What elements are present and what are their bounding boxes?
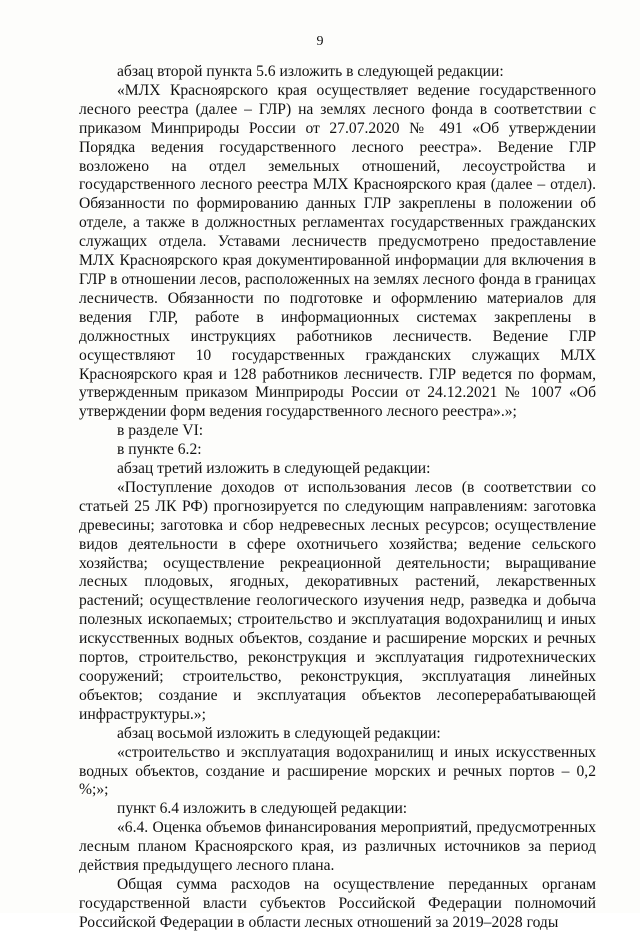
page-number: 9 [316,34,324,49]
paragraph-eighth-abzac-intro: абзац восьмой изложить в следующей редакции: [117,724,441,742]
paragraph-third-abzac-intro: абзац третий изложить в следующей редакции: [117,460,431,478]
paragraph-reservoirs-share: «строительство и эксплуатация водохранилищ и иных искусственных водных объектов, создание и расширение морских и речных портов – 0,2 %;»; [79,743,596,799]
paragraph-section-vi: в разделе VI: [117,422,204,440]
paragraph-revenue-forecast: «Поступление доходов от использования лесов (в соответствии со статьей 25 ЛК РФ) прогнозируется по следующим направлениям: заготовка древесины; заготовка и сбор недревесных лесных ресурсов; осуществление видов деятельности в сфере охотничьего хозяйства; ведение сельского хозяйства; осуществление рекреационной деятельности; выращивание лесных плодовых, ягодных, декоративных растений, лекарственных растений; осуществление геологического изучения недр, разведка и добыча полезных ископаемых; строительство и эксплуатация водохранилищ и иных искусственных водных объектов, создание и расширение морских и речных портов, строительство, реконструкция и эксплуатация гидротехнических сооружений; строительство, реконструкция, эксплуатация линейных объектов; создание и эксплуатация объектов лесоперерабатывающей инфраструктуры.»; [79,478,596,723]
paragraph-amendment-5-6-intro: абзац второй пункта 5.6 изложить в следующей редакции: [117,63,504,80]
paragraph-glr-description: «МЛХ Красноярского края осуществляет ведение государственного лесного реестра (далее – ГЛР) на землях лесного фонда в соответствии с приказом Минприроды России от 27.07.2020 № 491 «Об утверждении Порядка ведения государственного лесного реестра». Ведение ГЛР возложено на отдел земельных отношений, лесоустройства и государственного лесного реестра МЛХ Красноярского края (далее – отдел). Обязанности по формированию данных ГЛР закреплены в положении об отделе, а также в должностных регламентах государственных гражданских служащих отдела. Уставами лесничеств предусмотрено предоставление МЛХ Красноярского края документированной информации для включения в ГЛР в отношении лесов, расположенных на землях лесного фонда в границах лесничеств. Обязанности по подготовке и оформлению материалов для ведения ГЛР, работе в информационных системах закреплены в должностных инструкциях работников лесничеств. Ведение ГЛР осуществляют 10 государственных гражданских служащих МЛХ Красноярского края и 128 работников лесничеств. ГЛР ведется по формам, утвержденным приказом Минприроды России от 24.12.2021 № 1007 «Об утверждении форм ведения государственного лесного реестра».»; [79,81,596,421]
document-body [79,63,596,933]
paragraph-item-6-2: в пункте 6.2: [117,441,202,459]
paragraph-total-expenses: Общая сумма расходов на осуществление переданных органам государственной власти субъектов Российской Федерации полномочий Российской Федерации в области лесных отношений за 2019–2028 годы [79,875,596,931]
paragraph-item-6-4-intro: пункт 6.4 изложить в следующей редакции: [117,800,408,818]
paragraph-item-6-4-text: «6.4. Оценка объемов финансирования мероприятий, предусмотренных лесным планом Красноярского края, из различных источников за период действия предыдущего лесного плана. [79,819,596,875]
